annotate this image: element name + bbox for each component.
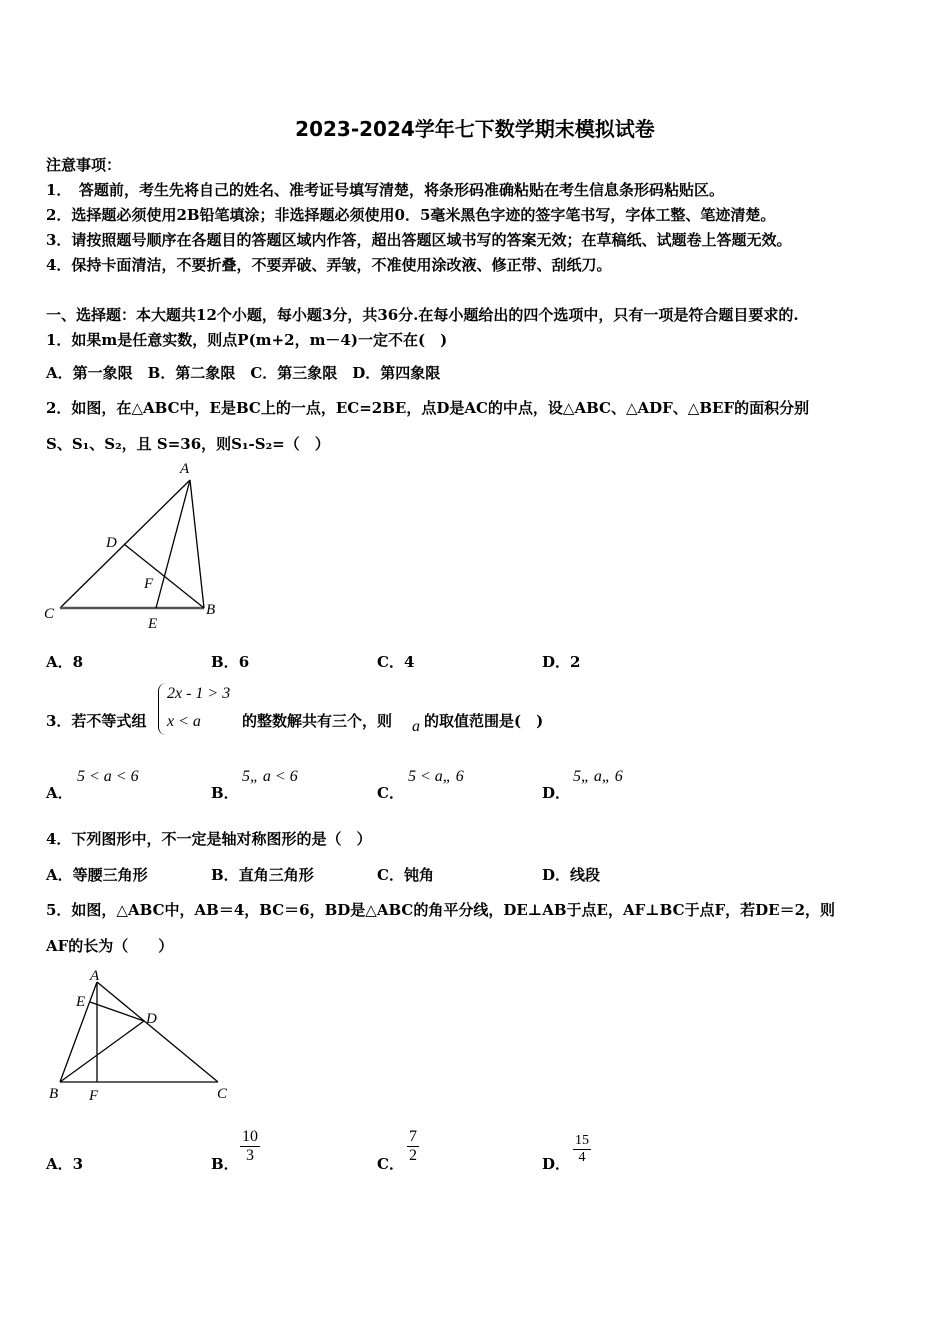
- page-title: 2023-2024学年七下数学期末模拟试卷: [295, 117, 655, 141]
- q1-options: A．第一象限 B．第二象限 C．第三象限 D．第四象限: [46, 364, 441, 382]
- q5-option-d-den: 4: [578, 1150, 586, 1165]
- q5-option-c: [407, 1128, 419, 1165]
- q2-option-a-letter: A．: [46, 653, 73, 671]
- q2-label-c: C: [44, 606, 55, 622]
- q1-stem: 1．如果m是任意实数，则点P(m+2，m－4)一定不在( ): [46, 331, 448, 349]
- q2-line-ae: [156, 480, 190, 608]
- q4-option-d-letter: D．: [542, 866, 571, 884]
- q3-option-c: 5 < a„ 6: [408, 768, 464, 785]
- q3-variable: a: [412, 718, 420, 735]
- q5-stem-line2: AF的长为（ ）: [46, 937, 174, 955]
- q2-stem-line1: 2．如图，在△ABC中，E是BC上的一点，EC=2BE，点D是AC的中点，设△ABC、△ADF、△BEF的面积分别: [46, 399, 810, 417]
- q5-option-b: [240, 1128, 260, 1165]
- notice-heading: 注意事项：: [46, 156, 122, 174]
- q5-line-ac: [97, 982, 218, 1082]
- q5-label-f: F: [89, 1088, 99, 1104]
- q2-label-d: D: [106, 535, 117, 551]
- q2-option-b-letter: B．: [211, 653, 239, 671]
- q3-option-b: 5„ a < 6: [242, 768, 298, 785]
- q4-option-b: 直角三角形: [238, 866, 314, 884]
- q3-option-c-letter: C．: [377, 784, 404, 802]
- q4-option-b-letter: B．: [211, 866, 239, 884]
- q5-option-b-num: 10: [242, 1128, 258, 1145]
- q3-stem-prefix: 3．若不等式组: [46, 712, 147, 730]
- q5-option-d-letter: D．: [542, 1155, 571, 1173]
- q2-option-c-letter: C．: [377, 653, 404, 671]
- q5-stem-line1: 5．如图，△ABC中，AB＝4，BC＝6，BD是△ABC的角平分线，DE⊥AB于点E，AF⊥BC于点F，若DE＝2，则: [46, 901, 836, 919]
- q2-option-d-letter: D．: [542, 653, 571, 671]
- q3-option-b-letter: B．: [211, 784, 239, 802]
- q5-label-d: D: [146, 1011, 157, 1027]
- q4-option-c-letter: C．: [377, 866, 404, 884]
- q5-label-a: A: [90, 968, 100, 984]
- q2-option-c: 4: [403, 653, 415, 671]
- q5-figure: [40, 962, 240, 1107]
- section-header: 一、选择题：本大题共12个小题，每小题3分，共36分.在每小题给出的四个选项中，只有一项是符合题目要求的.: [46, 306, 799, 324]
- q5-option-d: [573, 1133, 591, 1166]
- q4-option-a: 等腰三角形: [72, 866, 148, 884]
- q2-label-a: A: [180, 461, 190, 477]
- q5-line-bd: [60, 1021, 144, 1082]
- q2-line-db: [124, 544, 204, 608]
- q2-option-b: 6: [238, 653, 250, 671]
- q5-option-c-num: 7: [409, 1128, 417, 1145]
- q5-option-b-letter: B．: [211, 1155, 239, 1173]
- q5-option-a: 3: [72, 1155, 84, 1173]
- q5-label-b: B: [49, 1086, 59, 1102]
- q5-option-c-letter: C．: [377, 1155, 404, 1173]
- q3-option-d-letter: D．: [542, 784, 571, 802]
- notice-item-1: 1． 答题前，考生先将自己的姓名、准考证号填写清楚，将条形码准确粘贴在考生信息条形码粘贴区。: [46, 181, 724, 199]
- q4-option-d: 线段: [570, 866, 601, 884]
- q5-label-c: C: [217, 1086, 228, 1102]
- notice-item-2: 2．选择题必须使用2B铅笔填涂；非选择题必须使用0．5毫米黑色字迹的签字笔书写，字体工整、笔迹清楚。: [46, 206, 776, 224]
- q2-option-a: 8: [72, 653, 84, 671]
- notice-item-4: 4．保持卡面清洁，不要折叠，不要弄破、弄皱，不准使用涂改液、修正带、刮纸刀。: [46, 256, 612, 274]
- q3-option-d: 5„ a„ 6: [573, 768, 623, 785]
- q3-option-a-letter: A．: [46, 784, 73, 802]
- q3-system-line2: x < a: [167, 713, 201, 730]
- q3-stem-suffix: 的取值范围是( ): [424, 712, 544, 730]
- q5-line-de: [90, 1002, 144, 1021]
- q2-figure: [40, 458, 230, 638]
- q4-option-c: 钝角: [403, 866, 434, 884]
- q2-stem-line2: S、S₁、S₂，且 S=36，则S₁-S₂=（ ）: [46, 435, 330, 453]
- q5-option-a-letter: A．: [46, 1155, 73, 1173]
- notice-item-3: 3．请按照题号顺序在各题目的答题区域内作答，超出答题区域书写的答案无效；在草稿纸、试题卷上答题无效。: [46, 231, 792, 249]
- q3-option-a: 5 < a < 6: [77, 768, 139, 785]
- q4-option-a-letter: A．: [46, 866, 73, 884]
- q3-system-line1: 2x - 1 > 3: [167, 685, 231, 702]
- q5-option-d-num: 15: [575, 1133, 589, 1148]
- q4-stem: 4．下列图形中，不一定是轴对称图形的是（ ）: [46, 830, 372, 848]
- q2-line-ab: [190, 480, 204, 608]
- q5-option-b-den: 3: [246, 1147, 254, 1164]
- q3-stem-middle: 的整数解共有三个，则: [242, 712, 393, 730]
- q2-label-e: E: [148, 616, 158, 632]
- q2-label-f: F: [144, 576, 154, 592]
- q2-option-d: 2: [570, 653, 581, 671]
- q5-option-c-den: 2: [409, 1147, 417, 1164]
- q5-label-e: E: [76, 994, 86, 1010]
- q2-label-b: B: [206, 602, 216, 618]
